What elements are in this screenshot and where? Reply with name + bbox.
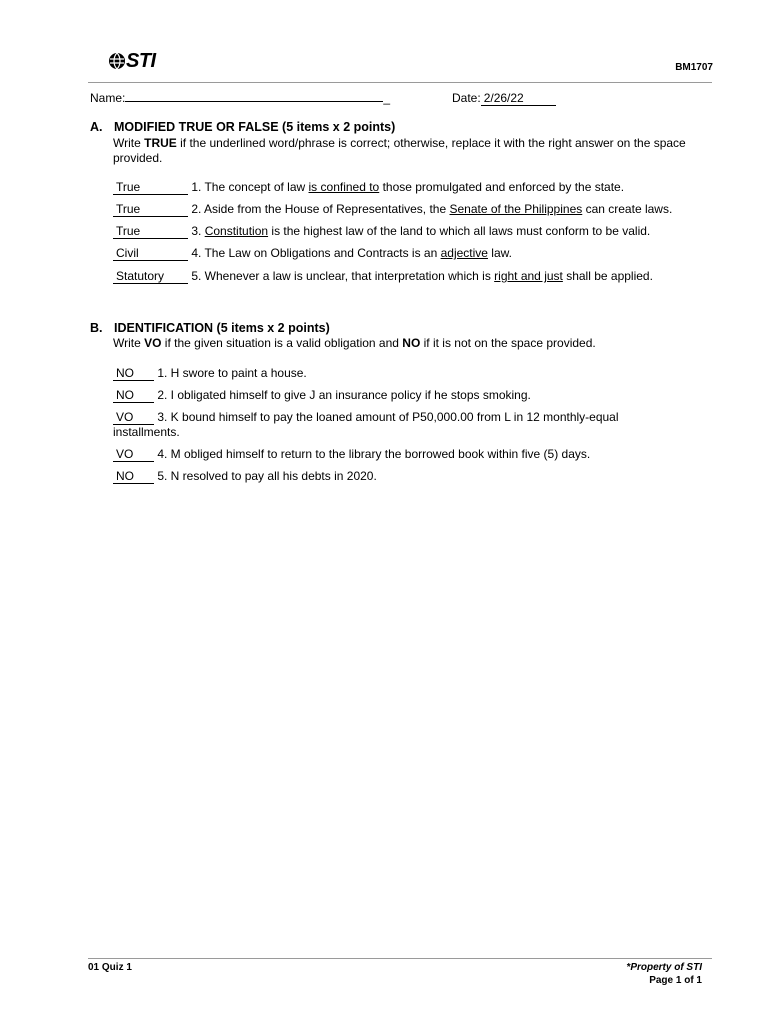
section-a-item: Statutory 5. Whenever a law is unclear, that interpretation which is right and just shall be applied. bbox=[113, 269, 653, 284]
date-field[interactable]: 2/26/22 bbox=[481, 92, 556, 106]
answer-field[interactable]: VO bbox=[113, 411, 154, 425]
section-a-item: True 1. The concept of law is confined to those promulgated and enforced by the state. bbox=[113, 180, 624, 195]
logo-text: STI bbox=[126, 50, 156, 72]
document-code: BM1707 bbox=[675, 62, 713, 73]
section-a-heading bbox=[90, 120, 395, 134]
answer-field[interactable]: NO bbox=[113, 470, 154, 484]
globe-icon bbox=[108, 52, 126, 70]
section-a-instructions: Write TRUE if the underlined word/phrase is correct; otherwise, replace it with the right answer on the space provided. bbox=[113, 136, 686, 165]
header-divider bbox=[88, 82, 712, 83]
section-b-letter: B. bbox=[90, 321, 103, 335]
section-a-item: True 2. Aside from the House of Representatives, the Senate of the Philippines can create laws. bbox=[113, 202, 672, 217]
answer-field[interactable]: VO bbox=[113, 448, 154, 462]
date-label: Date: bbox=[452, 91, 481, 105]
footer-page: Page 1 of 1 bbox=[649, 975, 702, 986]
section-b-item-continuation: installments. bbox=[113, 425, 180, 439]
date-row bbox=[452, 91, 556, 106]
section-b-title: IDENTIFICATION (5 items x 2 points) bbox=[114, 321, 330, 335]
section-b-item: NO 1. H swore to paint a house. bbox=[113, 366, 307, 381]
underlined-term: Senate of the Philippines bbox=[449, 202, 583, 216]
section-a-title: MODIFIED TRUE OR FALSE (5 items x 2 points) bbox=[114, 120, 396, 134]
section-a-item: Civil 4. The Law on Obligations and Contracts is an adjective law. bbox=[113, 246, 512, 261]
footer-left: 01 Quiz 1 bbox=[88, 962, 132, 973]
answer-field[interactable]: NO bbox=[113, 367, 154, 381]
section-b-item: NO 5. N resolved to pay all his debts in 2020. bbox=[113, 469, 377, 484]
footer-divider bbox=[88, 958, 712, 959]
underlined-term: right and just bbox=[494, 269, 563, 283]
section-a-item: True 3. Constitution is the highest law of the land to which all laws must conform to be valid. bbox=[113, 224, 650, 239]
section-b-item: NO 2. I obligated himself to give J an insurance policy if he stops smoking. bbox=[113, 388, 531, 403]
underlined-term: adjective bbox=[440, 246, 488, 260]
answer-field[interactable]: True bbox=[113, 203, 188, 217]
section-b-item: VO 3. K bound himself to pay the loaned amount of P50,000.00 from L in 12 monthly-equal bbox=[113, 410, 619, 425]
answer-field[interactable]: NO bbox=[113, 389, 154, 403]
section-b-instructions: Write VO if the given situation is a valid obligation and NO if it is not on the space provided. bbox=[113, 336, 596, 350]
name-tail: _ bbox=[383, 91, 391, 105]
answer-field[interactable]: Statutory bbox=[113, 270, 188, 284]
section-b-item: VO 4. M obliged himself to return to the library the borrowed book within five (5) days. bbox=[113, 447, 590, 462]
answer-field[interactable]: True bbox=[113, 181, 188, 195]
name-label: Name: bbox=[90, 91, 126, 105]
section-a-letter: A. bbox=[90, 120, 103, 134]
underlined-term: Constitution bbox=[204, 224, 269, 238]
answer-field[interactable]: True bbox=[113, 225, 188, 239]
answer-field[interactable]: Civil bbox=[113, 247, 188, 261]
name-field[interactable] bbox=[125, 101, 383, 102]
name-row bbox=[90, 91, 390, 105]
underlined-term: is confined to bbox=[308, 180, 380, 194]
footer-property: *Property of STI bbox=[626, 962, 702, 973]
section-b-heading bbox=[90, 321, 330, 335]
